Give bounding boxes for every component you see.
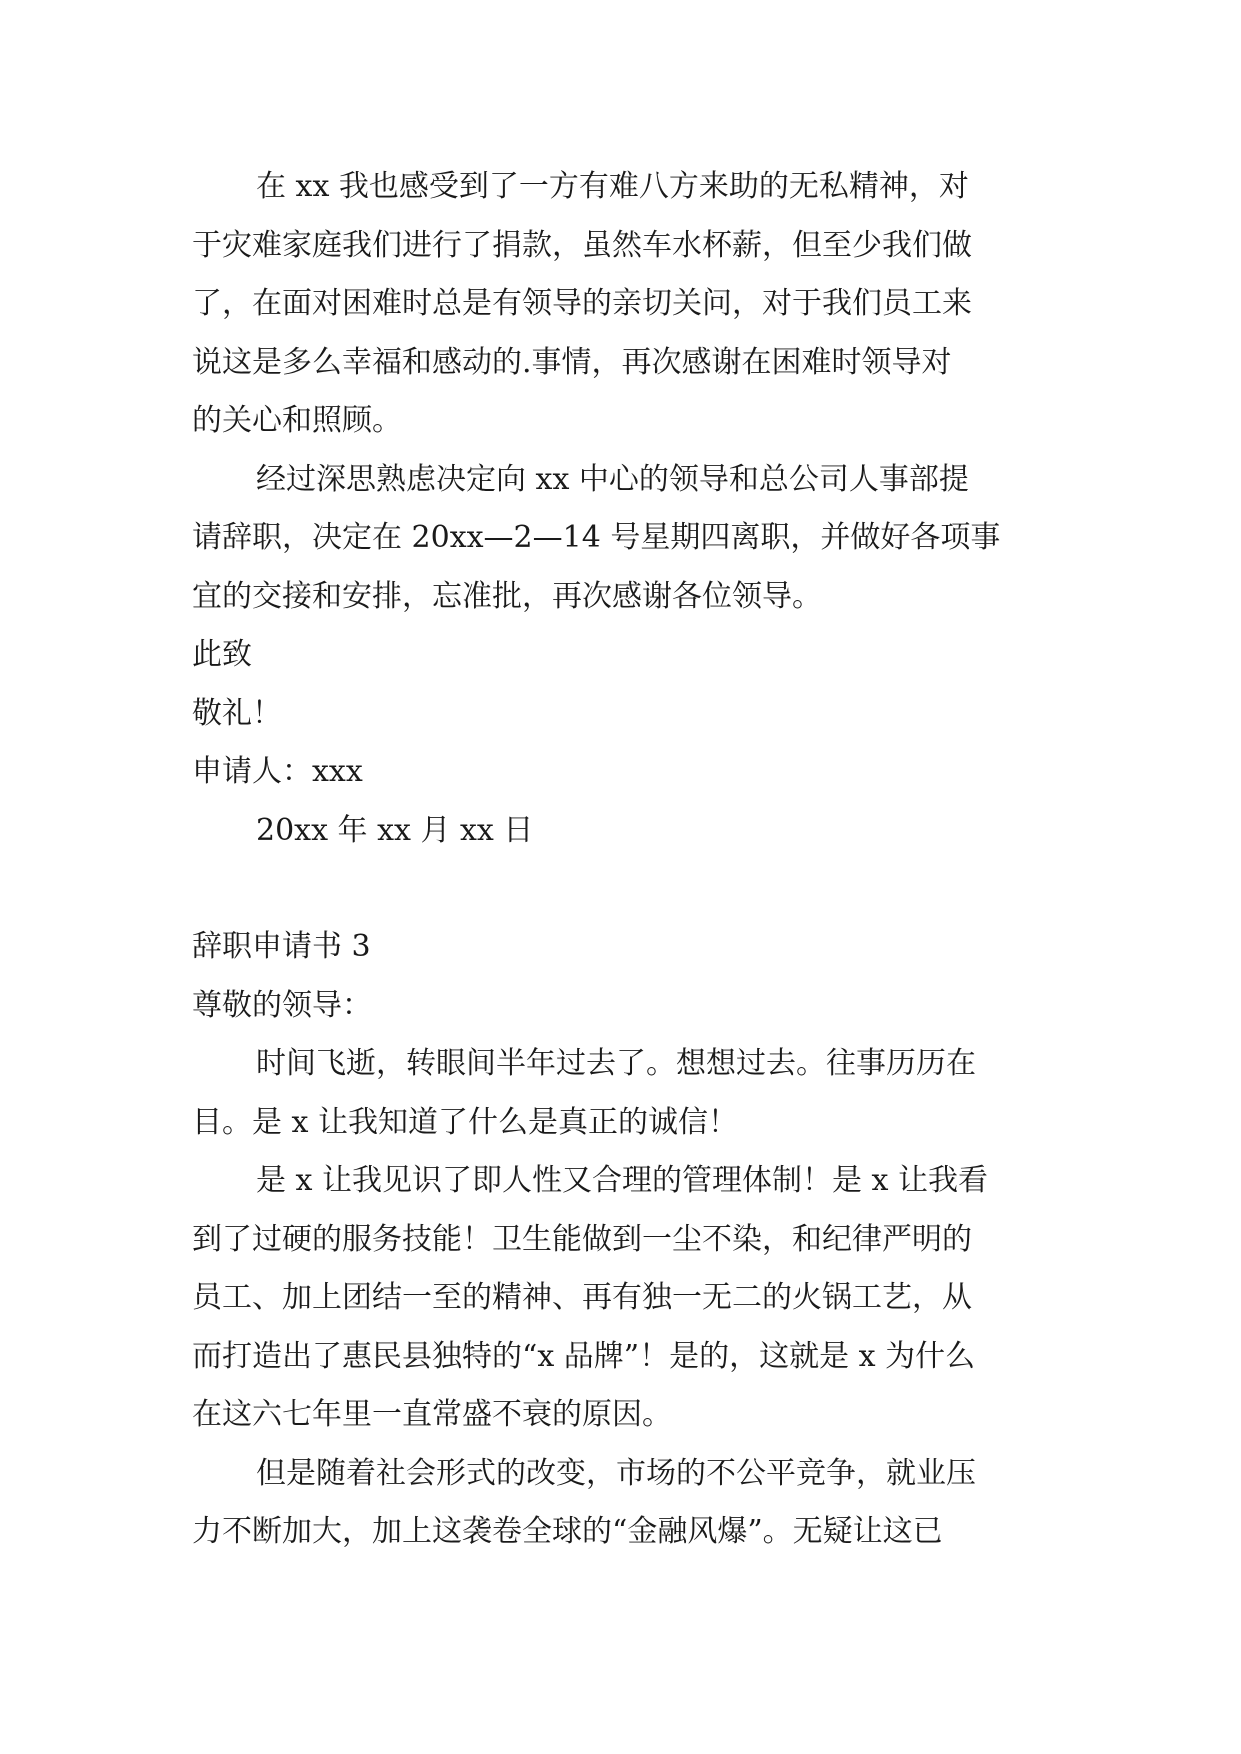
paragraph-gratitude [192,158,1058,451]
text-line: 了，在面对困难时总是有领导的亲切关问，对于我们员工来 [192,286,972,321]
paragraph-market-change [192,1445,1058,1562]
text-line: 是 x 让我见识了即人性又合理的管理体制！是 x 让我看 [256,1163,988,1198]
closing-salutation: 此致 [192,637,252,672]
signature-date: 20xx 年 xx 月 xx 日 [256,812,534,848]
text-line: 的关心和照顾。 [192,403,402,438]
text-line: 而打造出了惠民县独特的“x 品牌”！是的，这就是 x 为什么 [192,1338,976,1374]
text-line: 经过深思熟虑决定向 xx 中心的领导和总公司人事部提 [256,461,969,497]
text-line: 到了过硬的服务技能！卫生能做到一尘不染，和纪律严明的 [192,1221,972,1257]
text-line: 但是随着社会形式的改变，市场的不公平竞争，就业压 [256,1455,976,1491]
section-spacer [192,860,1058,918]
applicant-signature: 申请人：xxx [192,754,363,789]
closing-respect: 敬礼！ [192,695,282,731]
text-line: 在这六七年里一直常盛不衰的原因。 [192,1397,672,1432]
text-line: 于灾难家庭我们进行了捐款，虽然车水杯薪，但至少我们做 [192,227,972,263]
text-line: 时间飞逝，转眼间半年过去了。想想过去。往事历历在 [256,1046,976,1081]
paragraph-resignation-decision [192,451,1058,627]
letter-greeting: 尊敬的领导： [192,987,372,1023]
document-page [192,158,1058,1562]
section-title: 辞职申请书 3 [192,929,371,964]
text-line: 宜的交接和安排，忘准批，再次感谢各位领导。 [192,578,822,614]
text-line: 力不断加大，加上这袭卷全球的“金融风爆”。无疑让这已 [192,1514,943,1549]
text-line: 员工、加上团结一至的精神、再有独一无二的火锅工艺，从 [192,1280,972,1315]
text-line: 目。是 x 让我知道了什么是真正的诚信！ [192,1104,738,1140]
text-line: 请辞职，决定在 20xx—2—14 号星期四离职，并做好各项事 [192,520,1001,555]
paragraph-management [192,1152,1058,1445]
text-line: 在 xx 我也感受到了一方有难八方来助的无私精神，对 [256,169,969,204]
text-line: 说这是多么幸福和感动的.事情，再次感谢在困难时领导对 [192,344,952,380]
paragraph-time-flies [192,1035,1058,1152]
